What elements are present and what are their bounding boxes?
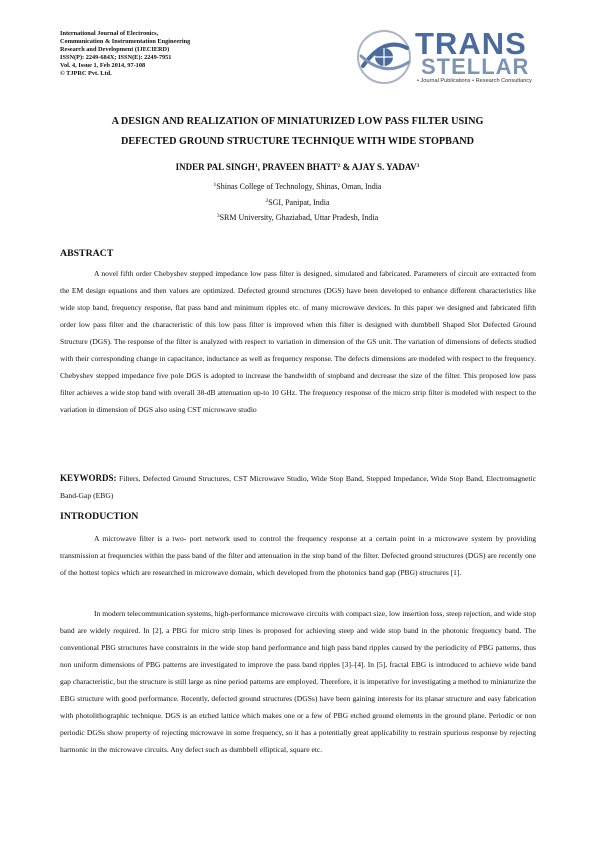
journal-name-line: International Journal of Electronics, [60,30,159,37]
introduction-paragraph: A microwave filter is a two- port network used to control the frequency response at a certain point in a microwave system by providing transmission at frequencies within the pass band of the filter and attenuation in the stop band of the filter. Defected ground structures (DGS) are recently one of the hottest topics which are researched in microwave domain, which developed from the photonics band gap (PBG) structures [1]. [60,534,536,577]
author-name: PRAVEEN BHATT [262,162,338,172]
journal-copyright: © TJPRC Pvt. Ltd. [60,70,112,77]
journal-info [60,30,290,78]
journal-issn: ISSN(P): 2249-684X; ISSN(E): 2249-7951 [60,54,172,61]
title-line: DEFECTED GROUND STRUCTURE TECHNIQUE WITH WIDE STOPBAND [120,136,475,147]
author-name: INDER PAL SINGH [175,162,255,172]
keywords-label: KEYWORDS: [60,473,117,483]
author-superscript: 1 [254,163,258,169]
author-name: AJAY S. YADAV [351,162,417,172]
author-superscript: 3 [416,163,420,169]
introduction-paragraph: In modern telecommunication systems, high-performance microwave circuits with compact size, low insertion loss, steep rejection, and wide stop band are widely required. In [2], a PBG for micro strip lines is proposed for achieving steep and wide stop band in the photonic frequency band. The conventional PBG structures have constraints in the wide stop band performance and high pass band ripples caused by the periodicity of PBG patterns, thus non uniform dimensions of PBG patterns are investigated to improve the pass band ripples [3]–[4]. In [5], fractal EBG is introduced to achieve wide band gap characteristic, but the structure is still large as nine period patterns are employed. Therefore, it is imperative for investigating a method to miniaturize the EBG structure with good performance. Recently, defected ground structures (DGSs) have been gaining interests for its planar structure and easy fabrication with photolithographic technique. DGS is an etched lattice which makes one or a few of PBG etched ground elements in the ground plane. Periodic or non periodic DGSs show property of rejecting microwave in some frequency, so it has a potentially great applicability to restrain spurious response by rejecting harmonic in the microwave circuits. Any defect such as dumbbell elliptical, square etc. [60,609,536,754]
abstract-heading: ABSTRACT [60,248,114,259]
affiliation: $^1$Shinas College of Technology, Shinas, Oman, India [213,182,382,191]
abstract-text: A novel fifth order Chebyshev stepped impedance low pass filter is designed, simulated and fabricated. Parameters of circuit are extracted from the EM design equations and then values are optimized. Defected ground structures (DGS) have been developed to enhance different characteristics like wide stop band, frequency response, flat pass band and minimum ripples etc. of many microwave devices. In this paper we designed and fabricated fifth order low pass filter and the characteristic of this low pass filter is improved when this filter is designed with dumbbell Shaped Slot Defected Ground Structure (DGS). The response of the filter is analyzed with respect to variation in dimension of the GS unit. The variation of dimensions of defects studied with their corresponding change in capacitance, inductance as well as frequency response. The defects dimensions are modeled with respect to the frequency. Chebyshev stepped impedance five pole DGS is adopted to increase the bandwidth of stopband and decrease the size of the filter. This proposed low pass filter achieves a wide stop band with overall 38-dB attenuation up-to 10 GHz. The frequency response of the micro strip filter is modeled with respect to the variation in dimension of DGS also using CST microwave studio [60,269,536,414]
keywords-text: Filters, Defected Ground Structures, CST Microwave Studio, Wide Stop Band, Stepped Impedance, Wide Stop Band, Electromagnetic Band-Gap (EBG) [60,474,536,500]
journal-name-line: Communication & Instrumentation Engineering [60,38,191,45]
globe-emblem-icon [355,28,413,86]
logo-word-stellar: STELLAR [421,54,530,79]
affiliation: $^2$SGI, Panipat, India [265,197,330,207]
logo-word-trans: TRANS [415,26,527,61]
paper-title [40,112,555,152]
author-separator: & [340,162,352,172]
author-superscript: 2 [337,163,341,169]
author-list [40,162,555,172]
publisher-logo [355,26,555,88]
affiliation: $^3$SRM University, Ghaziabad, Uttar Pradesh, India [216,213,379,222]
journal-volume: Vol. 4, Issue 1, Feb 2014, 97-108 [60,62,146,69]
journal-name-line: Research and Development (IJECIERD) [60,46,170,53]
introduction-heading: INTRODUCTION [60,511,139,522]
logo-tagline: • Journal Publications • Research Consultancy [417,78,532,84]
author-separator: , [257,162,263,172]
keywords-section [60,470,536,504]
title-line: A DESIGN AND REALIZATION OF MINIATURIZED LOW PASS FILTER USING [111,116,484,127]
affiliation-list [40,179,555,226]
